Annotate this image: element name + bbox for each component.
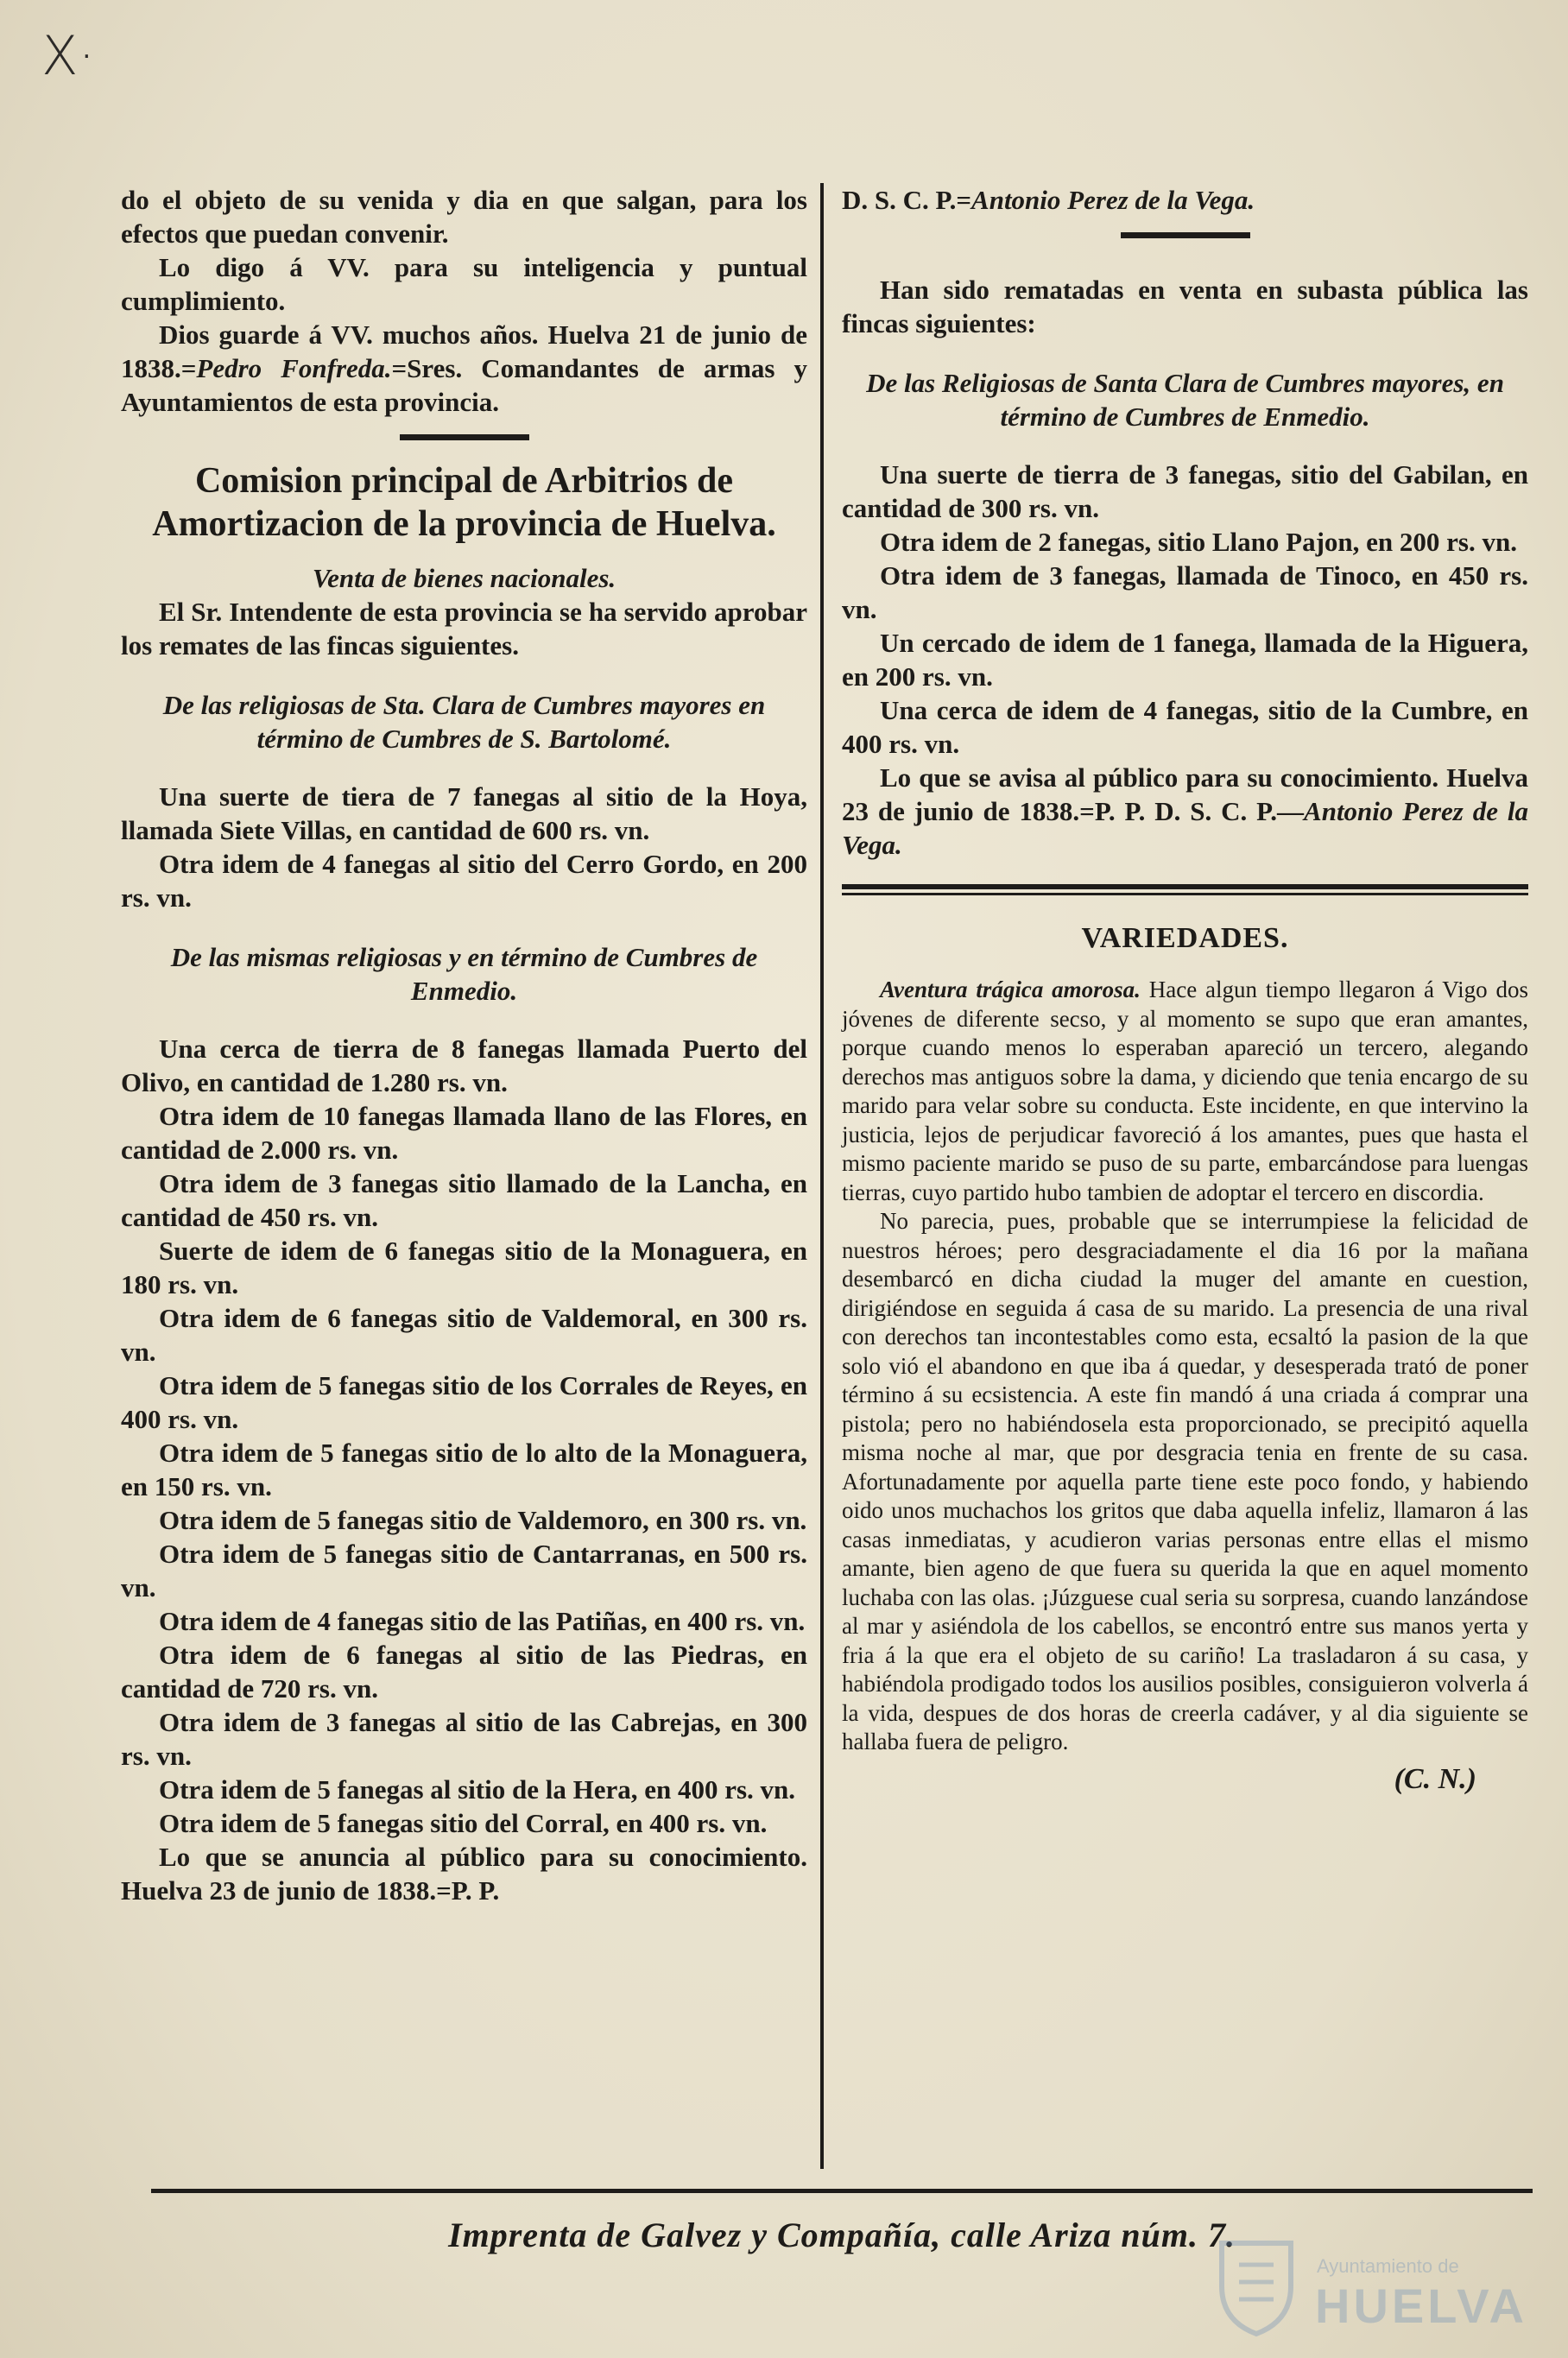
left-paragraph-2: Lo digo á VV. para su inteligencia y puntual cumplimiento.	[121, 252, 807, 316]
section-2-list	[121, 1032, 807, 1840]
story-title: Aventura trágica amorosa.	[880, 977, 1141, 1002]
archive-watermark	[1213, 2219, 1541, 2349]
left-p3-name: Pedro Fonfreda.	[196, 353, 392, 383]
watermark-small-text: Ayuntamiento de	[1317, 2255, 1459, 2277]
right-signature-line	[842, 183, 1528, 217]
list-item: Una suerte de tierra de 3 fanegas, sitio del Gabilan, en cantidad de 300 rs. vn.	[842, 459, 1528, 523]
list-item: Otra idem de 5 fanegas sitio de lo alto de la Monaguera, en 150 rs. vn.	[121, 1438, 807, 1501]
list-item: Otra idem de 6 fanegas al sitio de las Piedras, en cantidad de 720 rs. vn.	[121, 1640, 807, 1704]
sale-subhead: Venta de bienes nacionales.	[312, 563, 616, 593]
list-item: Una cerca de idem de 4 fanegas, sitio de la Cumbre, en 400 rs. vn.	[842, 695, 1528, 759]
story-paragraph-1	[842, 976, 1528, 1207]
story-paragraph-2: No parecia, pues, probable que se interrumpiese la felicidad de nuestros héroes; pero desgraciadamente el dia 16 por la mañana desembarcó en dicha ciudad la muger del amante en cuestion, dirigiéndose en seguida á casa de su marido. La presencia de una rival con derechos tan incontestables como esta, ecsaltó la pasion de la que solo vió el abandono en que iba á quedar, y desesperada trató de poner término á su ecsistencia. A este fin mandó á una criada á comprar una pistola; pero no habiéndosela esta proporcionado, se precipitó aquella misma noche al mar, que por desgracia tenia en frente de su casa. Afortunadamente por aquella parte tiene este poco fondo, y habiendo oido unos muchachos los gritos que daba aquella infeliz, llamaron á las casas inmediatas, y acudieron varias personas entre ellas el mismo amante, bien ageno de que fuera su querida la que en aquel momento luchaba con las olas. ¡Júzguese cual seria su sorpresa, cuando lanzándose al mar y asiéndola de los cabellos, se encontró entre sus manos yerta y fria á la que era el objeto de su cariño! La trasladaron á su casa, y habiéndola prodigado todos los ausilios posibles, consiguieron volverla á la vida, despues de dos horas de creerla cadáver, y al dia siguiente se hallaba fuera de peligro.	[842, 1208, 1528, 1754]
printer-imprint: Imprenta de Galvez y Compañía, calle Ariza núm. 7.	[448, 2216, 1236, 2254]
right-column	[842, 183, 1528, 2358]
shield-icon	[1213, 2235, 1299, 2338]
left-p3-tail: =Sres. Comandantes de armas y Ayuntamientos de esta provincia.	[121, 353, 807, 417]
left-p3-text: Dios guarde á VV. muchos años. Huelva 21 de junio de 1838.=	[121, 319, 807, 383]
double-divider	[842, 884, 1528, 895]
list-item: Otra idem de 4 fanegas al sitio del Cerro Gordo, en 200 rs. vn.	[121, 849, 807, 913]
section-title-1: De las religiosas de Sta. Clara de Cumbres mayores en término de Cumbres de S. Bartolomé.	[162, 690, 766, 754]
corner-mark: X·	[41, 24, 96, 87]
list-item: Suerte de idem de 6 fanegas sitio de la Monaguera, en 180 rs. vn.	[121, 1236, 807, 1299]
section-divider	[1121, 232, 1250, 238]
list-item: Otra idem de 5 fanegas sitio de los Corrales de Reyes, en 400 rs. vn.	[121, 1370, 807, 1434]
left-paragraph-3	[121, 318, 807, 419]
list-item: Otra idem de 6 fanegas sitio de Valdemoral, en 300 rs. vn.	[121, 1303, 807, 1367]
list-item: Otra idem de 3 fanegas sitio llamado de la Lancha, en cantidad de 450 rs. vn.	[121, 1168, 807, 1232]
list-item: Otra idem de 5 fanegas sitio del Corral, en 400 rs. vn.	[159, 1808, 768, 1838]
story-p1-text: Hace algun tiempo llegaron á Vigo dos jóvenes de diferente secso, y al momento se supo que eran amantes, porque cuando menos lo esperaban apareció un tercero, alegando derechos mas antiguos sobre la dama, y diciendo que tenia encargo de su marido para velar sobre su conducta. Este incidente, en que intervino la justicia, lejos de perjudicar favoreció á los amantes, pues que hasta el mismo paciente marido se puso de su parte, embarcándose para luengas tierras, cuyo partido hubo tambien de adoptar el tercero en discordia.	[842, 977, 1528, 1205]
right-list	[842, 458, 1528, 761]
right-section-title: De las Religiosas de Santa Clara de Cumbres mayores, en término de Cumbres de Enmedio.	[866, 368, 1504, 432]
list-item: Un cercado de idem de 1 fanega, llamada de la Higuera, en 200 rs. vn.	[842, 628, 1528, 692]
list-item: Una cerca de tierra de 8 fanegas llamada Puerto del Olivo, en cantidad de 1.280 rs. vn.	[121, 1034, 807, 1097]
list-item: Otra idem de 5 fanegas sitio de Valdemoro, en 300 rs. vn.	[159, 1505, 807, 1535]
left-column	[121, 183, 807, 2358]
intro-paragraph: El Sr. Intendente de esta provincia se ha servido aprobar los remates de las fincas siguientes.	[121, 597, 807, 661]
section-1-list	[121, 780, 807, 914]
list-item: Otra idem de 3 fanegas al sitio de las Cabrejas, en 300 rs. vn.	[121, 1707, 807, 1771]
list-item: Otra idem de 10 fanegas llamada llano de las Flores, en cantidad de 2.000 rs. vn.	[121, 1101, 807, 1165]
story	[842, 976, 1528, 1757]
section-divider	[400, 434, 529, 440]
commission-heading: Comision principal de Arbitrios de Amortizacion de la provincia de Huelva.	[152, 461, 776, 544]
list-item: Otra idem de 5 fanegas al sitio de la Hera, en 400 rs. vn.	[159, 1774, 796, 1805]
column-divider	[820, 183, 824, 2169]
right-sig-name: Antonio Perez de la Vega.	[971, 185, 1255, 215]
story-signature: (C. N.)	[1394, 1762, 1476, 1795]
section-title-2: De las mismas religiosas y en término de Cumbres de Enmedio.	[170, 942, 758, 1006]
footer-rule	[151, 2189, 1533, 2193]
left-closing: Lo que se anuncia al público para su conocimiento. Huelva 23 de junio de 1838.=P. P.	[121, 1842, 807, 1906]
right-sig-text: D. S. C. P.=	[842, 185, 972, 215]
right-closing-name: Antonio Perez de la Vega.	[842, 796, 1529, 860]
watermark-big-text: HUELVA	[1315, 2279, 1527, 2333]
left-paragraph-1: do el objeto de su venida y dia en que salgan, para los efectos que puedan convenir.	[121, 185, 807, 249]
list-item: Otra idem de 4 fanegas sitio de las Patiñas, en 400 rs. vn.	[159, 1606, 806, 1636]
right-intro: Han sido rematadas en venta en subasta pública las fincas siguientes:	[842, 275, 1528, 338]
list-item: Otra idem de 2 fanegas, sitio Llano Pajon, en 200 rs. vn.	[880, 527, 1517, 557]
variedades-heading: VARIEDADES.	[1081, 922, 1289, 954]
list-item: Otra idem de 5 fanegas sitio de Cantarranas, en 500 rs. vn.	[121, 1539, 807, 1603]
right-closing-text: Lo que se avisa al público para su conocimiento. Huelva 23 de junio de 1838.=P. P. D. S. C. P.—	[842, 762, 1528, 826]
right-closing	[842, 761, 1528, 862]
list-item: Una suerte de tiera de 7 fanegas al sitio de la Hoya, llamada Siete Villas, en cantidad de 600 rs. vn.	[121, 781, 807, 845]
list-item: Otra idem de 3 fanegas, llamada de Tinoco, en 450 rs. vn.	[842, 560, 1528, 624]
